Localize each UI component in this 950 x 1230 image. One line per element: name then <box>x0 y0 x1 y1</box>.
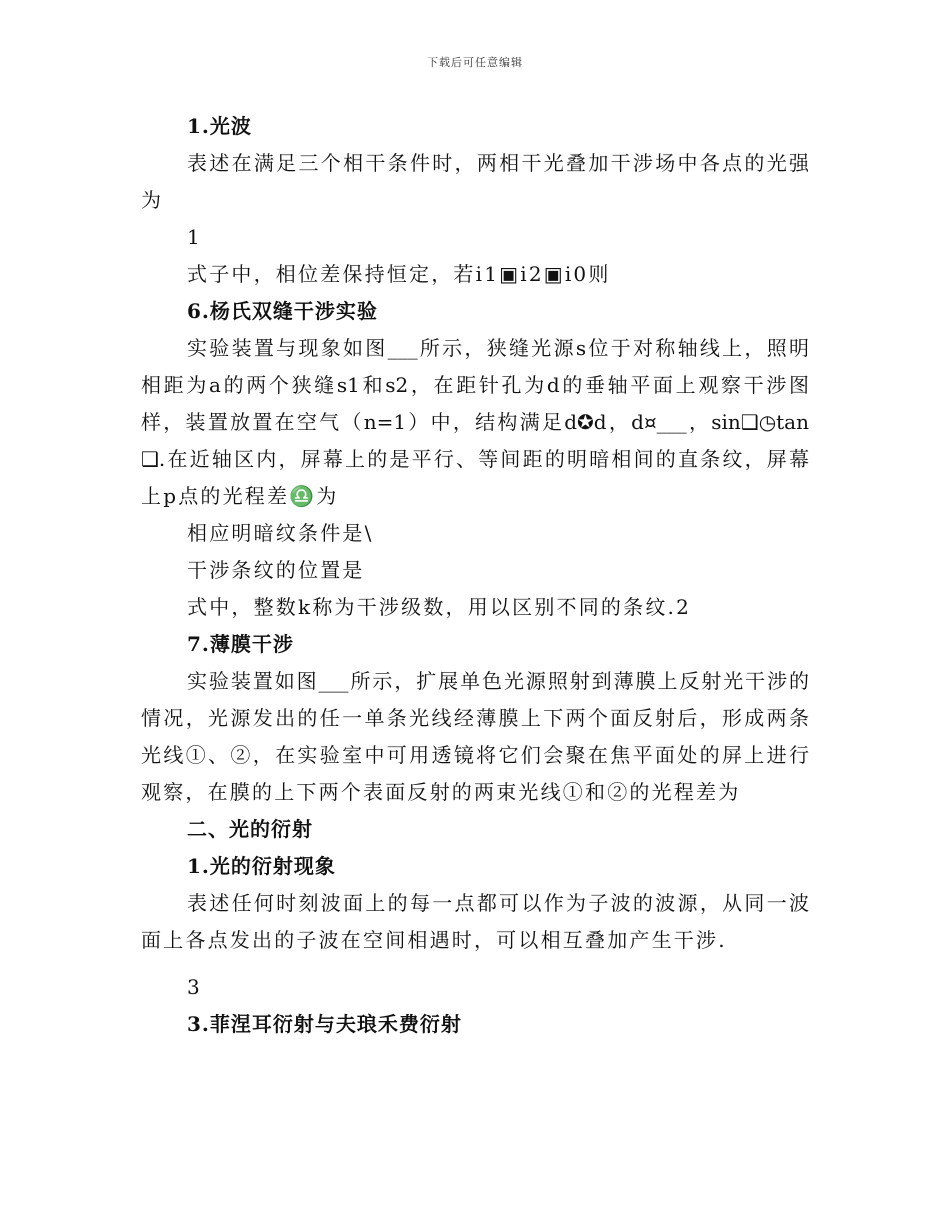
paragraph-line: 干涉条纹的位置是 <box>187 558 365 582</box>
paragraph-line: 为 <box>141 188 164 212</box>
spacer <box>141 959 809 969</box>
paragraph-line: 实验装置如图___所示，扩展单色光源照射到薄膜上反射光干涉的 <box>187 669 809 693</box>
paragraph-line: 实验装置与现象如图___所示，狭缝光源s位于对称轴线上，照明 <box>187 336 809 360</box>
paragraph-line: 相距为a的两个狭缝s1和s2，在距针孔为d的垂轴平面上观察干涉图 <box>141 373 809 397</box>
part-heading-diffraction: 二、光的衍射 <box>187 817 313 841</box>
section-heading-fresnel-fraunhofer: 3.菲涅耳衍射与夫琅禾费衍射 <box>187 1012 462 1036</box>
paragraph-line: 表述任何时刻波面上的每一点都可以作为子波的波源，从同一波 <box>187 891 809 915</box>
paragraph-line: 观察，在膜的上下两个表面反射的两束光线①和②的光程差为 <box>141 780 741 804</box>
paragraph-line: 上p点的光程差♎为 <box>141 484 339 508</box>
paragraph-line: 式子中，相位差保持恒定，若i1▣i2▣i0则 <box>187 262 611 286</box>
document-body <box>141 108 809 1043</box>
paragraph-line: 光线①、②，在实验室中可用透镜将它们会聚在焦平面处的屏上进行 <box>141 743 809 767</box>
paragraph-line: 相应明暗纹条件是\ <box>187 521 374 545</box>
paragraph-line: 式中，整数k称为干涉级数，用以区别不同的条纹.2 <box>187 595 692 619</box>
paragraph-line: ❑.在近轴区内，屏幕上的是平行、等间距的明暗相间的直条纹，屏幕 <box>141 447 809 471</box>
section-heading-young-double-slit: 6.杨氏双缝干涉实验 <box>187 299 378 323</box>
section-heading-thin-film: 7.薄膜干涉 <box>187 632 294 656</box>
section-heading-light-wave: 1.光波 <box>187 114 252 138</box>
item-number: 3 <box>187 975 202 999</box>
item-number: 1 <box>187 225 202 249</box>
section-heading-diffraction-phenomenon: 1.光的衍射现象 <box>187 854 336 878</box>
page-header: 下载后可任意编辑 <box>427 56 523 69</box>
paragraph-line: 面上各点发出的子波在空间相遇时，可以相互叠加产生干涉. <box>141 928 727 952</box>
paragraph-line: 表述在满足三个相干条件时，两相干光叠加干涉场中各点的光强 <box>187 151 809 175</box>
paragraph-line: 情况，光源发出的任一单条光线经薄膜上下两个面反射后，形成两条 <box>141 706 809 730</box>
paragraph-line: 样，装置放置在空气（n=1）中，结构满足d✪d，d¤___，sin❑◷tan <box>141 410 809 434</box>
